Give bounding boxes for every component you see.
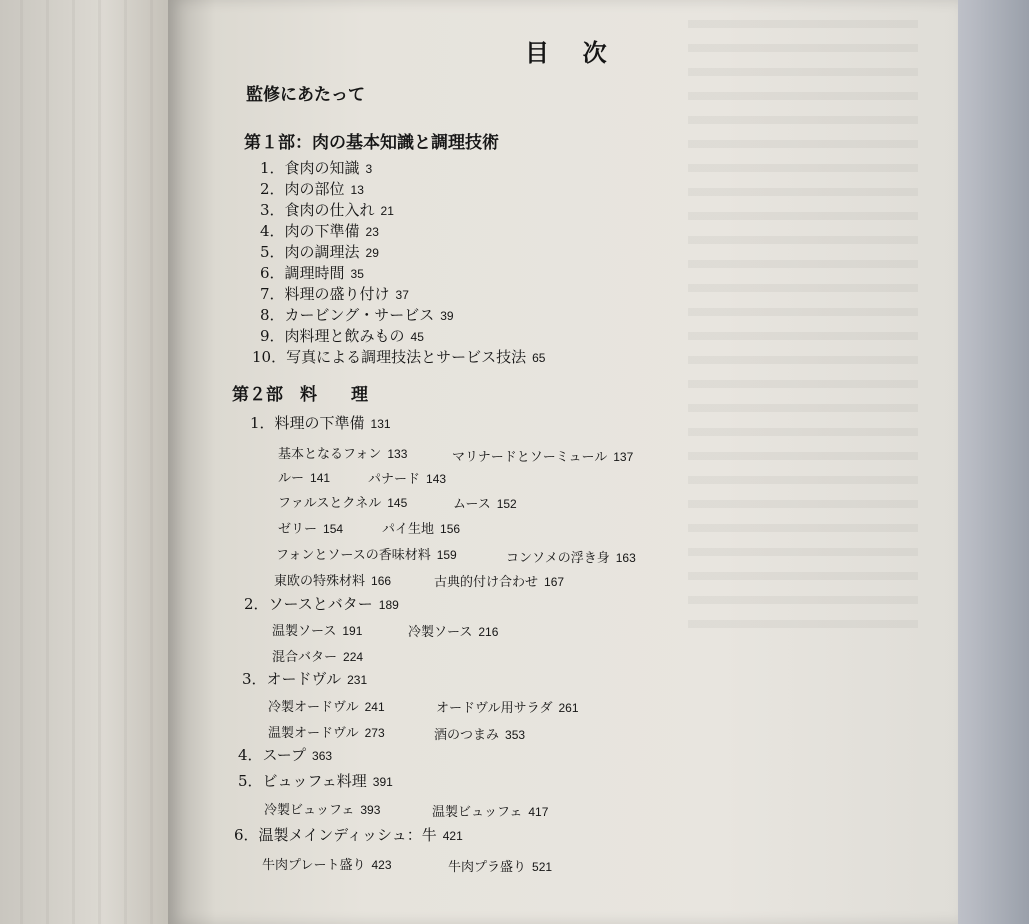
toc-item-label: 2．肉の部位 — [260, 180, 345, 198]
toc-item-page: 39 — [440, 309, 454, 323]
subitem-label: 温製ソース — [272, 624, 337, 639]
toc-item — [260, 262, 364, 283]
subitem-label: 牛肉プレート盛り — [262, 858, 366, 873]
chapter-item — [250, 412, 391, 433]
subitem — [264, 799, 380, 818]
subitem-page: 353 — [505, 728, 526, 742]
subitem — [452, 446, 633, 465]
subitem — [434, 724, 525, 743]
subitem — [368, 468, 446, 487]
subitem-label: 冷製ソース — [408, 625, 473, 640]
subitem — [272, 646, 363, 665]
toc-item — [260, 199, 394, 220]
subitem-label: 温製ビュッフェ — [432, 805, 523, 820]
left-page-bleed — [20, 0, 170, 924]
subitem — [506, 547, 636, 566]
chapter-item — [242, 668, 367, 689]
toc-item-label: 7．料理の盛り付け — [260, 285, 390, 303]
subitem — [432, 801, 548, 820]
toc-item-page: 13 — [350, 183, 364, 197]
toc-item-label: 6．調理時間 — [260, 264, 345, 282]
toc-item-page: 65 — [532, 351, 546, 365]
toc-item-label: 10．写真による調理技法とサービス技法 — [252, 348, 527, 366]
subitem-label: 古典的付け合わせ — [434, 575, 539, 590]
subitem-page: 156 — [440, 522, 461, 536]
subitem-page: 521 — [532, 860, 553, 874]
toc-item-page: 21 — [380, 204, 394, 218]
part1-heading: 第１部：肉の基本知識と調理技術 — [244, 133, 499, 153]
subitem-page: 141 — [310, 471, 331, 485]
toc-item-page: 37 — [395, 288, 409, 302]
subitem-label: コンソメの浮き身 — [506, 551, 610, 566]
subitem-page: 154 — [323, 522, 344, 536]
subitem-page: 273 — [364, 726, 385, 740]
subitem-label: ルー — [278, 471, 305, 486]
subitem — [278, 492, 407, 511]
subitem-page: 166 — [371, 574, 392, 588]
chapter-label: 2．ソースとバター — [244, 595, 373, 613]
subitem-label: パナード — [368, 472, 421, 487]
subitem — [436, 697, 579, 716]
subitem — [268, 696, 385, 715]
subitem — [276, 544, 457, 563]
chapter-label: 5．ビュッフェ料理 — [238, 772, 367, 790]
subitem — [448, 856, 552, 875]
chapter-page: 363 — [312, 749, 333, 763]
chapter-page: 131 — [370, 417, 391, 431]
subitem-page: 143 — [426, 472, 447, 486]
subitem-label: 酒のつまみ — [434, 728, 500, 743]
toc-item-label: 5．肉の調理法 — [260, 243, 360, 261]
toc-item-label: 3．食肉の仕入れ — [260, 201, 375, 219]
subitem-label: 東欧の特殊材料 — [274, 574, 366, 589]
page-title: 目 次 — [525, 38, 612, 67]
subitem-page: 163 — [615, 551, 636, 565]
subitem — [262, 854, 392, 873]
subitem-page: 423 — [371, 858, 392, 872]
subitem-page: 417 — [528, 805, 549, 819]
toc-item-page: 35 — [350, 267, 364, 281]
subitem — [453, 493, 517, 512]
chapter-page: 231 — [347, 673, 368, 687]
toc-item — [260, 241, 379, 262]
chapter-label: 4．スープ — [238, 746, 307, 764]
subitem-label: マリナードとソーミュール — [452, 450, 608, 465]
toc-item — [260, 178, 364, 199]
subitem-page: 393 — [360, 803, 381, 817]
subitem-label: フォンとソースの香味材料 — [276, 548, 431, 563]
subitem-label: 混合バター — [272, 650, 338, 665]
toc-item — [260, 304, 454, 325]
chapter-page: 391 — [372, 775, 393, 789]
toc-item-label: 4．肉の下準備 — [260, 222, 360, 240]
toc-item-page: 29 — [365, 246, 379, 260]
subitem — [408, 621, 498, 640]
toc-item — [260, 283, 409, 304]
left-page — [0, 0, 190, 924]
chapter-label: 1．料理の下準備 — [250, 414, 365, 432]
subitem — [434, 571, 564, 590]
book-page — [168, 0, 958, 924]
subitem-page: 216 — [478, 625, 499, 639]
subitem-page: 191 — [342, 624, 363, 638]
chapter-item — [238, 770, 393, 791]
toc-item — [260, 220, 379, 241]
subitem-label: オードヴル用サラダ — [436, 701, 553, 716]
chapter-item — [238, 744, 332, 765]
subitem — [274, 570, 391, 589]
toc-item-page: 3 — [365, 162, 373, 176]
subitem — [278, 518, 343, 537]
subitem-label: 温製オードヴル — [268, 726, 359, 741]
subitem — [278, 467, 330, 486]
toc-item-label: 8．カービング・サービス — [260, 306, 435, 324]
preface-entry: 監修にあたって — [246, 85, 365, 105]
subitem-page: 224 — [343, 650, 364, 664]
chapter-page: 189 — [378, 598, 399, 612]
toc-item-label: 1．食肉の知識 — [260, 159, 360, 177]
subitem-page: 167 — [544, 575, 565, 589]
subitem — [272, 620, 362, 639]
subitem-page: 241 — [364, 700, 385, 714]
chapter-label: 6．温製メインディッシュ：牛 — [234, 826, 437, 844]
subitem-page: 137 — [613, 450, 634, 464]
chapter-item — [234, 824, 463, 845]
chapter-item — [244, 593, 399, 614]
subitem-page: 152 — [496, 497, 517, 511]
subitem-page: 145 — [387, 496, 408, 510]
toc-item — [260, 157, 372, 178]
subitem-label: ムース — [453, 497, 491, 512]
subitem — [268, 722, 385, 741]
toc-item-page: 23 — [365, 225, 379, 239]
subitem-label: パイ生地 — [382, 522, 435, 537]
subitem-page: 261 — [558, 701, 579, 715]
toc-item-label: 9．肉料理と飲みもの — [260, 327, 405, 345]
subitem — [382, 518, 460, 537]
part2-heading: 第２部 料 理 — [232, 385, 368, 405]
toc-item — [252, 346, 545, 367]
subitem-label: 冷製オードヴル — [268, 700, 359, 715]
subitem-page: 159 — [436, 548, 457, 562]
chapter-page: 421 — [442, 829, 463, 843]
subitem-page: 133 — [387, 447, 408, 461]
chapter-label: 3．オードヴル — [242, 670, 342, 688]
subitem-label: ゼリー — [278, 522, 318, 537]
subitem — [278, 443, 407, 462]
subitem-label: 冷製ビュッフェ — [264, 803, 355, 818]
subitem-label: ファルスとクネル — [278, 496, 382, 511]
toc-item-page: 45 — [410, 330, 424, 344]
toc-item — [260, 325, 424, 346]
subitem-label: 牛肉プラ盛り — [448, 860, 527, 875]
page-bleed-through — [688, 20, 918, 640]
subitem-label: 基本となるフォン — [278, 447, 382, 462]
